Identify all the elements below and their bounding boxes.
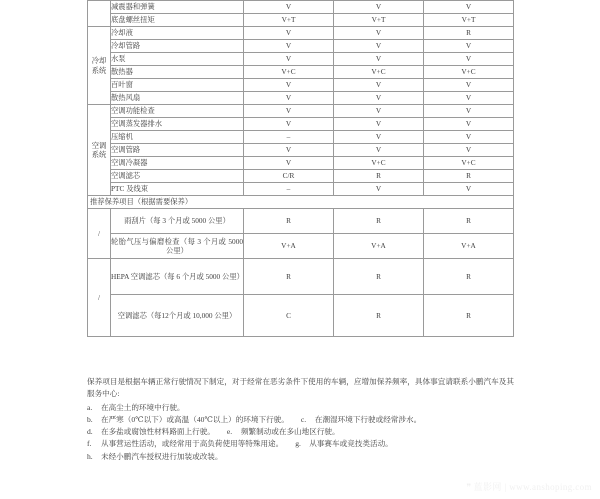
item-name: 空调滤芯 (111, 170, 244, 183)
maintenance-schedule-table (87, 0, 514, 337)
item-value: R (424, 170, 514, 183)
item-value: R (334, 295, 424, 337)
item-value: R (244, 259, 334, 295)
item-value: V+C (424, 66, 514, 79)
item-value: V (334, 118, 424, 131)
group-label-line: 系统 (91, 65, 107, 75)
item-name: 雨刮片（每 3 个月或 5000 公里） (111, 209, 244, 234)
item-name: 轮胎气压与偏磨检查（每 3 个月或 5000 公里） (111, 234, 244, 259)
table-row (88, 170, 514, 183)
list-item (87, 451, 514, 463)
list-item-label: a. (87, 402, 93, 412)
item-value: V (244, 53, 334, 66)
list-item-label: c. (300, 414, 307, 424)
item-value: V (334, 27, 424, 40)
item-value: V (244, 27, 334, 40)
item-name: 散热器 (111, 66, 244, 79)
item-name: 底盘螺丝扭矩 (111, 14, 244, 27)
item-value: V+T (424, 14, 514, 27)
item-value: V (424, 79, 514, 92)
item-value: V (334, 53, 424, 66)
watermark (466, 480, 592, 493)
item-name: 压缩机 (111, 131, 244, 144)
item-value: V (424, 183, 514, 196)
table-row (88, 295, 514, 337)
item-value: – (244, 183, 334, 196)
list-item-text: 频繁制动或在多山地区行驶。 (240, 427, 340, 437)
table-row (88, 92, 514, 105)
item-value: V (334, 144, 424, 157)
item-value: V (244, 118, 334, 131)
list-item-text: 在多盐或腐蚀性材料路面上行驶。 (101, 427, 215, 437)
table-row (88, 259, 514, 295)
item-value: V (424, 105, 514, 118)
item-value: V (334, 40, 424, 53)
item-name: 百叶窗 (111, 79, 244, 92)
list-item-text: 未经小鹏汽车授权进行加装或改装。 (101, 451, 223, 461)
list-item-label: f. (87, 439, 92, 449)
table-row (88, 14, 514, 27)
item-value: R (334, 259, 424, 295)
item-value: V+T (334, 14, 424, 27)
item-value: V+A (334, 234, 424, 259)
group-label-cell-recommended-2: / (88, 259, 111, 337)
item-value: V (424, 40, 514, 53)
item-value: V (244, 79, 334, 92)
item-value: V (334, 1, 424, 14)
item-value: R (334, 209, 424, 234)
item-name: 空调滤芯（每12个月或 10,000 公里） (111, 295, 244, 337)
table-row (88, 234, 514, 259)
group-label-cell-cooling (88, 27, 111, 105)
item-value: V+C (334, 66, 424, 79)
item-value: V+T (244, 14, 334, 27)
item-value: V (424, 1, 514, 14)
table-row (88, 157, 514, 170)
item-value: V (334, 131, 424, 144)
item-value: R (424, 27, 514, 40)
list-item-text: 从事营运性活动，或经常用于高负荷使用等特殊用途。 (101, 439, 284, 449)
item-value: V (424, 144, 514, 157)
item-value: V (244, 105, 334, 118)
table-row (88, 183, 514, 196)
item-value: V+C (424, 157, 514, 170)
item-value: V+A (244, 234, 334, 259)
item-value: R (424, 209, 514, 234)
table-row (88, 105, 514, 118)
list-item (87, 402, 514, 414)
item-name: 空调冷凝器 (111, 157, 244, 170)
item-value: R (244, 209, 334, 234)
item-value: V (424, 118, 514, 131)
list-item-text: 在严寒（0℃以下）或高温（40℃以上）的环境下行驶。 (101, 414, 289, 424)
list-item (87, 414, 514, 426)
item-value: V (244, 1, 334, 14)
table-row (88, 1, 514, 14)
item-value: V (244, 92, 334, 105)
table-row (88, 66, 514, 79)
group-label-cell-continuation (88, 1, 111, 27)
item-name: 冷却液 (111, 27, 244, 40)
item-name: 空调蒸发器排水 (111, 118, 244, 131)
list-item-label: e. (226, 427, 233, 437)
item-value: C/R (244, 170, 334, 183)
list-item (87, 438, 514, 450)
list-item-label: h. (87, 451, 93, 461)
item-name: 空调功能检查 (111, 105, 244, 118)
table-row (88, 118, 514, 131)
item-name: 冷却管路 (111, 40, 244, 53)
group-label-line: 空调 (91, 140, 107, 150)
item-value: R (334, 170, 424, 183)
item-value: V+C (244, 66, 334, 79)
item-name: 散热风扇 (111, 92, 244, 105)
table-section-header-row (88, 196, 514, 209)
group-label-line: 系统 (91, 150, 107, 159)
table-row (88, 53, 514, 66)
item-value: V (424, 92, 514, 105)
item-value: C (244, 295, 334, 337)
quote-icon: ❞ (466, 482, 472, 492)
item-name: PTC 及线束 (111, 183, 244, 196)
notes-block (87, 376, 514, 463)
list-item-label: b. (87, 414, 93, 424)
group-label-cell-ac (88, 105, 111, 196)
item-value: R (424, 259, 514, 295)
table-row (88, 131, 514, 144)
list-item-text: 在高尘土的环境中行驶。 (101, 402, 185, 412)
table-row (88, 144, 514, 157)
section-header-label: 推荐保养项目（根据需要保养） (88, 196, 514, 209)
list-item-text: 在潮湿环境下行驶或经常涉水。 (314, 414, 422, 424)
item-value: V (334, 79, 424, 92)
item-value: V+A (424, 234, 514, 259)
item-value: V (334, 183, 424, 196)
list-item-label: g. (295, 439, 301, 449)
item-value: V (334, 92, 424, 105)
item-value: V (244, 40, 334, 53)
item-name: HEPA 空调滤芯（每 6 个月或 5000 公里） (111, 259, 244, 295)
watermark-text: 蓝影网 | www.anshoping.com (473, 482, 592, 492)
table-row (88, 27, 514, 40)
list-item (87, 426, 514, 438)
list-item-text: 从事赛车或竞技类活动。 (309, 439, 393, 449)
item-value: R (424, 295, 514, 337)
item-value: V+C (334, 157, 424, 170)
table-row (88, 40, 514, 53)
group-label-line: 冷却 (91, 56, 107, 66)
item-value: V (244, 157, 334, 170)
item-name: 减震器和弹簧 (111, 1, 244, 14)
group-label-cell-recommended-1: / (88, 209, 111, 259)
item-value: V (424, 53, 514, 66)
item-value: V (334, 105, 424, 118)
table-row (88, 209, 514, 234)
list-item-label: d. (87, 427, 93, 437)
item-name: 水泵 (111, 53, 244, 66)
notes-lead-paragraph: 保养项目是根据车辆正常行驶情况下制定，对于经常在恶劣条件下使用的车辆，应增加保养频率，具体事宜请联系小鹏汽车及其服务中心: (87, 377, 514, 399)
item-value: – (244, 131, 334, 144)
table-row (88, 79, 514, 92)
item-value: V (244, 144, 334, 157)
item-name: 空调管路 (111, 144, 244, 157)
item-value: V (424, 131, 514, 144)
